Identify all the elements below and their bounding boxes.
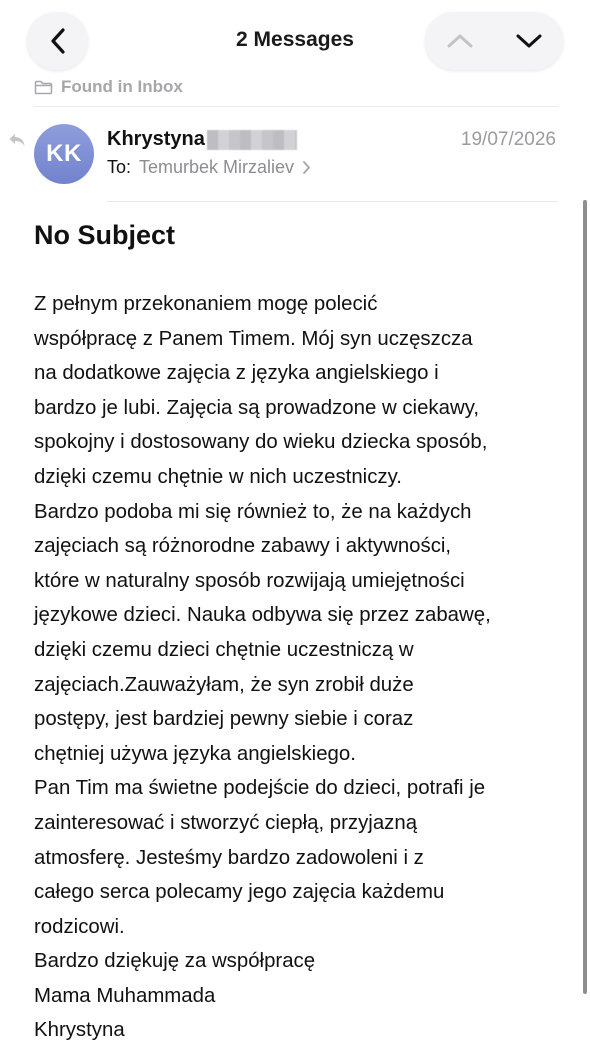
recipient-row[interactable] bbox=[107, 157, 311, 178]
mailbox-location[interactable] bbox=[34, 76, 183, 98]
sender-divider bbox=[107, 201, 558, 202]
body-line: dzięki czemu chętnie w nich uczestniczy. bbox=[34, 465, 402, 488]
sender-name-text: Khrystyna bbox=[107, 128, 205, 150]
body-line: Khrystyna bbox=[34, 1019, 125, 1042]
redacted-surname bbox=[207, 130, 297, 150]
body-line: Z pełnym przekonaniem mogę polecić bbox=[34, 293, 378, 315]
header-divider bbox=[34, 106, 558, 107]
folder-icon bbox=[34, 80, 53, 95]
body-line: postępy, jest bardziej pewny siebie i coraz bbox=[34, 708, 414, 731]
reply-icon bbox=[8, 133, 26, 147]
body-line: bardzo je lubi. Zajęcia są prowadzone w ciekawy, bbox=[34, 396, 480, 419]
chevron-right-icon bbox=[302, 160, 311, 175]
message-body bbox=[34, 287, 564, 1044]
chevron-up-icon bbox=[446, 32, 474, 50]
previous-message-button[interactable] bbox=[425, 12, 494, 70]
body-line: zajęciach.Zauważyłam, że syn zrobił duże bbox=[34, 673, 414, 696]
body-line: współpracę z Panem Timem. Mój syn uczęszcza bbox=[34, 327, 473, 350]
back-button[interactable] bbox=[27, 12, 88, 70]
body-line: Bardzo podoba mi się również to, że na każdych bbox=[34, 500, 472, 523]
to-label: To: bbox=[107, 157, 132, 177]
avatar[interactable]: KK bbox=[34, 124, 94, 184]
navigation-bar bbox=[0, 0, 590, 84]
body-line: na dodatkowe zajęcia z języka angielskiego i bbox=[34, 362, 439, 385]
body-line: które w naturalny sposób rozwijają umiejętności bbox=[34, 569, 465, 592]
mailbox-location-label: Found in Inbox bbox=[61, 77, 183, 96]
body-line: językowe dzieci. Nauka odbywa się przez zabawę, bbox=[34, 604, 491, 627]
body-line: chętniej używa języka angielskiego. bbox=[34, 742, 356, 765]
body-line: całego serca polecamy jego zajęcia każdemu bbox=[34, 881, 445, 904]
body-line: zainteresować i stworzyć ciepłą, przyjazną bbox=[34, 811, 418, 834]
next-message-button[interactable] bbox=[494, 12, 563, 70]
message-date: 19/07/2026 bbox=[460, 129, 556, 150]
message-subject: No Subject bbox=[34, 220, 176, 250]
body-line: dzięki czemu dzieci chętnie uczestniczą w bbox=[34, 638, 414, 661]
chevron-down-icon bbox=[515, 32, 543, 50]
body-line: zajęciach są różnorodne zabawy i aktywności, bbox=[34, 535, 452, 558]
body-line: Mama Muhammada bbox=[34, 984, 216, 1007]
body-line: spokojny i dostosowany do wieku dziecka sposób, bbox=[34, 431, 488, 454]
body-line: atmosferę. Jesteśmy bardzo zadowoleni i z bbox=[34, 846, 424, 869]
recipient-name: Temurbek Mirzaliev bbox=[139, 157, 295, 177]
scrollbar[interactable] bbox=[583, 200, 587, 994]
body-line: Pan Tim ma świetne podejście do dzieci, potrafi je bbox=[34, 777, 486, 800]
message-navigation bbox=[425, 12, 563, 70]
page-title: 2 Messages bbox=[236, 28, 354, 51]
chevron-left-icon bbox=[49, 27, 67, 55]
sender-name[interactable] bbox=[107, 128, 297, 151]
body-line: Bardzo dziękuję za współpracę bbox=[34, 950, 316, 973]
body-line: rodzicowi. bbox=[34, 915, 125, 938]
